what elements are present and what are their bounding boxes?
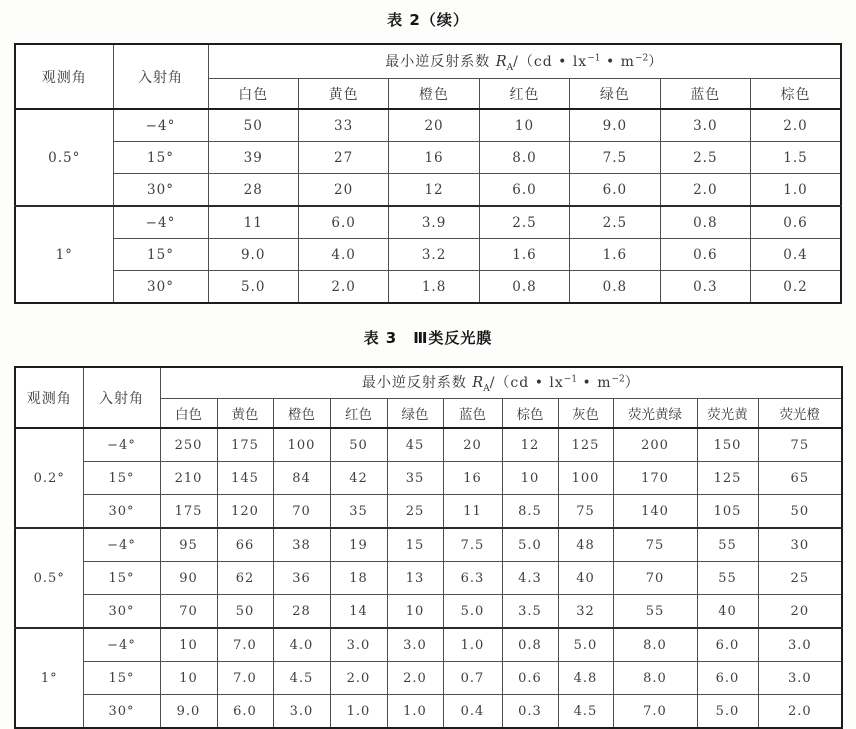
- formula-exponent-1: −1: [587, 52, 601, 63]
- value-cell: 0.6: [751, 206, 841, 239]
- color-column-header: 蓝色: [443, 399, 502, 429]
- angle-group: [15, 528, 842, 628]
- value-cell: 14: [330, 595, 387, 629]
- header-row-formula: [15, 367, 842, 399]
- value-cell: 33: [298, 109, 388, 142]
- value-cell: 1.6: [479, 239, 569, 271]
- value-cell: 8.0: [613, 662, 697, 695]
- value-cell: 32: [558, 595, 613, 629]
- value-cell: 6.0: [697, 628, 758, 662]
- value-cell: 70: [613, 562, 697, 595]
- value-cell: 30: [758, 528, 842, 562]
- value-cell: 2.5: [660, 142, 750, 174]
- table-row: [15, 562, 842, 595]
- incidence-angle-header: 入射角: [83, 367, 160, 428]
- value-cell: 42: [330, 462, 387, 495]
- value-cell: 12: [502, 428, 558, 462]
- color-column-header: 棕色: [751, 79, 841, 110]
- table-row: [15, 206, 841, 239]
- table3-title: 表 3 Ⅲ类反光膜: [363, 329, 493, 347]
- table-row: [15, 174, 841, 207]
- observation-angle-cell: 0.2°: [15, 428, 83, 528]
- value-cell: 36: [273, 562, 330, 595]
- value-cell: 0.3: [660, 271, 750, 304]
- value-cell: 75: [558, 495, 613, 529]
- table-row: [15, 462, 842, 495]
- formula-subscript: A: [483, 383, 490, 394]
- value-cell: 100: [558, 462, 613, 495]
- value-cell: 70: [273, 495, 330, 529]
- value-cell: 50: [330, 428, 387, 462]
- table-row: [15, 271, 841, 304]
- value-cell: 75: [758, 428, 842, 462]
- color-column-header: 红色: [479, 79, 569, 110]
- value-cell: 20: [758, 595, 842, 629]
- value-cell: 50: [217, 595, 273, 629]
- value-cell: 3.0: [273, 695, 330, 729]
- value-cell: 9.0: [208, 239, 298, 271]
- value-cell: 120: [217, 495, 273, 529]
- incidence-angle-cell: 15°: [83, 562, 160, 595]
- angle-group: [15, 206, 841, 303]
- coefficient-formula-header: [208, 44, 841, 79]
- value-cell: 10: [479, 109, 569, 142]
- value-cell: 6.0: [697, 662, 758, 695]
- incidence-angle-cell: −4°: [113, 206, 208, 239]
- value-cell: 28: [208, 174, 298, 207]
- value-cell: 0.6: [502, 662, 558, 695]
- formula-unit-close: ）: [648, 53, 664, 70]
- observation-angle-header: 观测角: [15, 367, 83, 428]
- value-cell: 140: [613, 495, 697, 529]
- value-cell: 8.5: [502, 495, 558, 529]
- value-cell: 55: [697, 562, 758, 595]
- table-row: [15, 695, 842, 729]
- value-cell: 0.8: [479, 271, 569, 304]
- value-cell: 50: [208, 109, 298, 142]
- incidence-angle-cell: 30°: [83, 595, 160, 629]
- value-cell: 66: [217, 528, 273, 562]
- table2-head: [15, 44, 841, 109]
- value-cell: 0.6: [660, 239, 750, 271]
- color-column-header: 荧光橙: [758, 399, 842, 429]
- value-cell: 16: [443, 462, 502, 495]
- table-row: [15, 595, 842, 629]
- value-cell: 5.0: [208, 271, 298, 304]
- value-cell: 7.0: [217, 628, 273, 662]
- value-cell: 9.0: [160, 695, 217, 729]
- coefficient-formula-header: [160, 367, 842, 399]
- color-column-header: 黄色: [217, 399, 273, 429]
- value-cell: 12: [389, 174, 479, 207]
- value-cell: 2.0: [387, 662, 443, 695]
- value-cell: 4.5: [558, 695, 613, 729]
- table-row: [15, 142, 841, 174]
- value-cell: 8.0: [479, 142, 569, 174]
- value-cell: 18: [330, 562, 387, 595]
- value-cell: 5.0: [502, 528, 558, 562]
- color-column-header: 黄色: [298, 79, 388, 110]
- color-column-header: 橙色: [389, 79, 479, 110]
- value-cell: 25: [758, 562, 842, 595]
- value-cell: 4.8: [558, 662, 613, 695]
- value-cell: 2.0: [298, 271, 388, 304]
- value-cell: 1.0: [330, 695, 387, 729]
- value-cell: 125: [558, 428, 613, 462]
- header-row-formula: [15, 44, 841, 79]
- value-cell: 7.5: [570, 142, 660, 174]
- formula-exponent-2: −2: [611, 374, 625, 385]
- color-column-header: 红色: [330, 399, 387, 429]
- value-cell: 3.9: [389, 206, 479, 239]
- value-cell: 20: [389, 109, 479, 142]
- value-cell: 55: [697, 528, 758, 562]
- formula-unit-open: /（cd • lx: [513, 53, 588, 70]
- value-cell: 200: [613, 428, 697, 462]
- value-cell: 65: [758, 462, 842, 495]
- table-row: [15, 528, 842, 562]
- value-cell: 10: [387, 595, 443, 629]
- value-cell: 10: [502, 462, 558, 495]
- value-cell: 9.0: [570, 109, 660, 142]
- value-cell: 40: [697, 595, 758, 629]
- incidence-angle-cell: 15°: [113, 239, 208, 271]
- color-column-header: 灰色: [558, 399, 613, 429]
- color-column-header: 荧光黄: [697, 399, 758, 429]
- color-column-header: 荧光黄绿: [613, 399, 697, 429]
- value-cell: 50: [758, 495, 842, 529]
- value-cell: 0.4: [751, 239, 841, 271]
- table-row: [15, 628, 842, 662]
- color-column-header: 蓝色: [660, 79, 750, 110]
- value-cell: 100: [273, 428, 330, 462]
- value-cell: 6.0: [479, 174, 569, 207]
- value-cell: 48: [558, 528, 613, 562]
- value-cell: 170: [613, 462, 697, 495]
- value-cell: 250: [160, 428, 217, 462]
- value-cell: 1.0: [751, 174, 841, 207]
- value-cell: 3.0: [387, 628, 443, 662]
- value-cell: 35: [330, 495, 387, 529]
- value-cell: 70: [160, 595, 217, 629]
- incidence-angle-cell: −4°: [83, 428, 160, 462]
- table-row: [15, 239, 841, 271]
- observation-angle-cell: 1°: [15, 206, 113, 303]
- table-row: [15, 662, 842, 695]
- value-cell: 3.0: [660, 109, 750, 142]
- value-cell: 6.0: [298, 206, 388, 239]
- incidence-angle-cell: −4°: [83, 528, 160, 562]
- value-cell: 62: [217, 562, 273, 595]
- value-cell: 75: [613, 528, 697, 562]
- incidence-angle-cell: 15°: [83, 462, 160, 495]
- value-cell: 125: [697, 462, 758, 495]
- color-column-header: 橙色: [273, 399, 330, 429]
- value-cell: 1.0: [443, 628, 502, 662]
- value-cell: 0.7: [443, 662, 502, 695]
- angle-group: [15, 428, 842, 528]
- value-cell: 7.5: [443, 528, 502, 562]
- color-column-header: 绿色: [387, 399, 443, 429]
- value-cell: 175: [160, 495, 217, 529]
- value-cell: 45: [387, 428, 443, 462]
- value-cell: 4.5: [273, 662, 330, 695]
- color-column-header: 白色: [208, 79, 298, 110]
- value-cell: 95: [160, 528, 217, 562]
- formula-symbol: R: [472, 375, 484, 392]
- table2-title: 表 2（续）: [387, 11, 469, 29]
- value-cell: 7.0: [217, 662, 273, 695]
- value-cell: 0.4: [443, 695, 502, 729]
- value-cell: 150: [697, 428, 758, 462]
- value-cell: 2.0: [660, 174, 750, 207]
- value-cell: 20: [298, 174, 388, 207]
- formula-unit-mid: • m: [600, 53, 635, 70]
- value-cell: 0.8: [570, 271, 660, 304]
- value-cell: 2.5: [479, 206, 569, 239]
- color-column-header: 白色: [160, 399, 217, 429]
- incidence-angle-cell: 15°: [83, 662, 160, 695]
- value-cell: 40: [558, 562, 613, 595]
- value-cell: 0.8: [660, 206, 750, 239]
- value-cell: 6.0: [570, 174, 660, 207]
- table3: [14, 366, 843, 729]
- incidence-angle-cell: 30°: [113, 271, 208, 304]
- color-column-header: 绿色: [570, 79, 660, 110]
- formula-subscript: A: [506, 62, 514, 73]
- table2: [14, 43, 842, 304]
- value-cell: 145: [217, 462, 273, 495]
- value-cell: 5.0: [558, 628, 613, 662]
- value-cell: 11: [443, 495, 502, 529]
- value-cell: 3.0: [758, 662, 842, 695]
- value-cell: 84: [273, 462, 330, 495]
- value-cell: 15: [387, 528, 443, 562]
- angle-group: [15, 109, 841, 206]
- value-cell: 13: [387, 562, 443, 595]
- formula-unit-mid: • m: [577, 375, 612, 392]
- table-row: [15, 428, 842, 462]
- observation-angle-cell: 0.5°: [15, 109, 113, 206]
- value-cell: 105: [697, 495, 758, 529]
- formula-prefix: 最小逆反射系数: [361, 375, 473, 392]
- angle-group: [15, 628, 842, 728]
- value-cell: 5.0: [443, 595, 502, 629]
- formula-symbol: R: [495, 53, 507, 70]
- value-cell: 0.3: [502, 695, 558, 729]
- formula-unit-open: /（cd • lx: [489, 375, 564, 392]
- observation-angle-cell: 0.5°: [15, 528, 83, 628]
- value-cell: 6.3: [443, 562, 502, 595]
- value-cell: 1.8: [389, 271, 479, 304]
- value-cell: 55: [613, 595, 697, 629]
- formula-exponent-1: −1: [563, 374, 578, 385]
- value-cell: 10: [160, 628, 217, 662]
- value-cell: 11: [208, 206, 298, 239]
- value-cell: 8.0: [613, 628, 697, 662]
- value-cell: 27: [298, 142, 388, 174]
- value-cell: 16: [389, 142, 479, 174]
- value-cell: 3.5: [502, 595, 558, 629]
- formula-unit-close: ）: [624, 375, 640, 392]
- value-cell: 1.6: [570, 239, 660, 271]
- formula-exponent-2: −2: [634, 52, 649, 63]
- value-cell: 1.5: [751, 142, 841, 174]
- value-cell: 10: [160, 662, 217, 695]
- value-cell: 210: [160, 462, 217, 495]
- color-column-header: 棕色: [502, 399, 558, 429]
- value-cell: 38: [273, 528, 330, 562]
- value-cell: 2.0: [330, 662, 387, 695]
- table-row: [15, 109, 841, 142]
- incidence-angle-header: 入射角: [113, 44, 208, 109]
- value-cell: 35: [387, 462, 443, 495]
- table-row: [15, 495, 842, 529]
- value-cell: 3.0: [758, 628, 842, 662]
- value-cell: 1.0: [387, 695, 443, 729]
- incidence-angle-cell: −4°: [113, 109, 208, 142]
- value-cell: 0.8: [502, 628, 558, 662]
- value-cell: 3.0: [330, 628, 387, 662]
- incidence-angle-cell: 30°: [83, 695, 160, 729]
- value-cell: 175: [217, 428, 273, 462]
- value-cell: 39: [208, 142, 298, 174]
- value-cell: 2.5: [570, 206, 660, 239]
- value-cell: 4.0: [298, 239, 388, 271]
- value-cell: 20: [443, 428, 502, 462]
- value-cell: 90: [160, 562, 217, 595]
- incidence-angle-cell: 30°: [113, 174, 208, 207]
- value-cell: 5.0: [697, 695, 758, 729]
- value-cell: 2.0: [758, 695, 842, 729]
- value-cell: 6.0: [217, 695, 273, 729]
- formula-prefix: 最小逆反射系数: [385, 53, 496, 70]
- incidence-angle-cell: 30°: [83, 495, 160, 529]
- observation-angle-header: 观测角: [15, 44, 113, 109]
- value-cell: 7.0: [613, 695, 697, 729]
- value-cell: 4.0: [273, 628, 330, 662]
- incidence-angle-cell: −4°: [83, 628, 160, 662]
- value-cell: 4.3: [502, 562, 558, 595]
- value-cell: 19: [330, 528, 387, 562]
- incidence-angle-cell: 15°: [113, 142, 208, 174]
- table3-head: [15, 367, 842, 428]
- value-cell: 28: [273, 595, 330, 629]
- value-cell: 25: [387, 495, 443, 529]
- value-cell: 2.0: [751, 109, 841, 142]
- value-cell: 0.2: [751, 271, 841, 304]
- observation-angle-cell: 1°: [15, 628, 83, 728]
- value-cell: 3.2: [389, 239, 479, 271]
